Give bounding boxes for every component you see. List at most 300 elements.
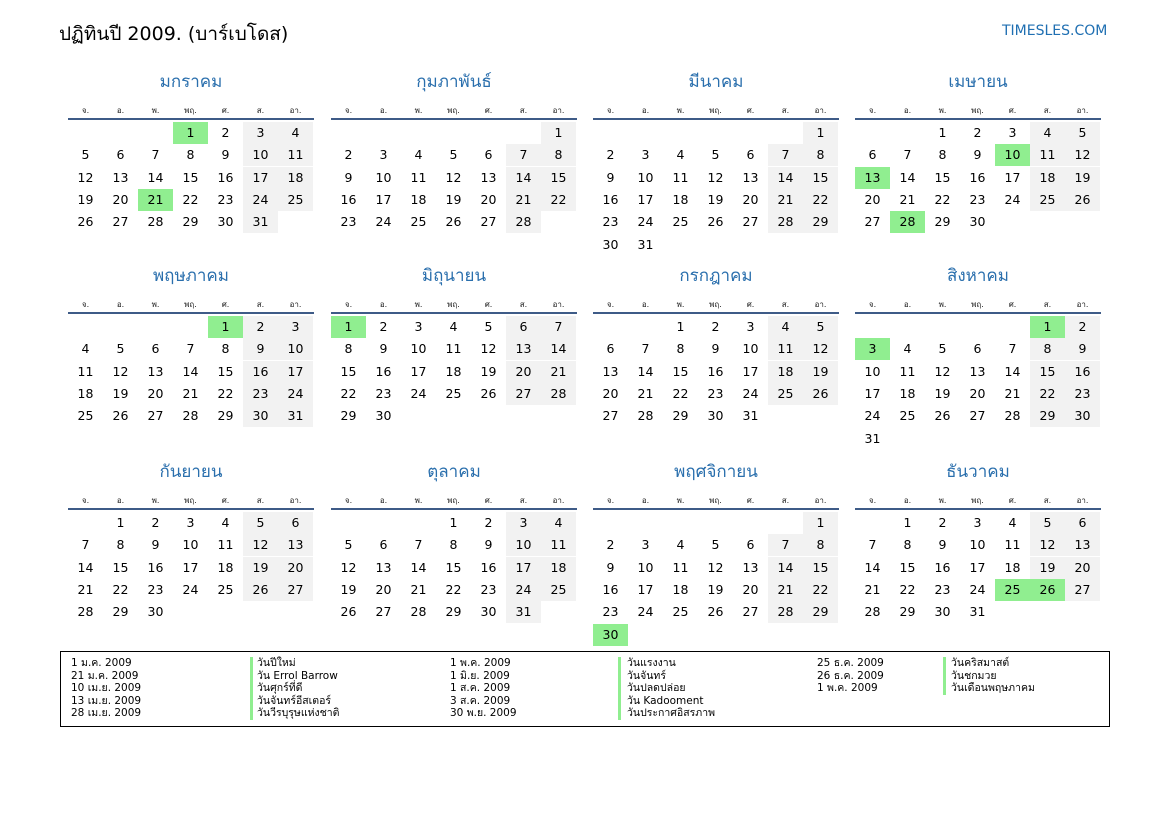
holiday-day-cell: 10 bbox=[995, 144, 1030, 166]
day-cell: 11 bbox=[1030, 144, 1065, 166]
day-cell: 13 bbox=[602, 363, 619, 379]
day-cell: 9 bbox=[151, 537, 160, 553]
day-cell: 13 bbox=[742, 169, 759, 185]
weekday-label: อ. bbox=[116, 300, 125, 309]
day-cell: 16 bbox=[480, 559, 497, 575]
day-cell: 6 bbox=[506, 316, 541, 338]
day-cell: 1 bbox=[903, 515, 912, 530]
day-cell: 23 bbox=[1065, 383, 1100, 405]
month-calendar bbox=[855, 70, 1101, 250]
day-cell: 11 bbox=[77, 363, 94, 379]
weekday-label: จ. bbox=[606, 106, 615, 115]
holiday-name: วัน Errol Barrow bbox=[257, 669, 338, 682]
day-cell: 25 bbox=[410, 214, 427, 230]
day-cell: 15 bbox=[112, 559, 129, 575]
day-cell: 20 bbox=[375, 581, 392, 597]
weekday-label: พฤ. bbox=[184, 106, 197, 115]
holiday-name: วันคริสมาสต์ bbox=[951, 657, 1010, 669]
day-cell: 8 bbox=[676, 341, 685, 357]
day-cell: 8 bbox=[449, 537, 458, 553]
day-cell: 12 bbox=[707, 169, 724, 185]
day-cell: 12 bbox=[1030, 534, 1065, 556]
weekday-label: ศ. bbox=[221, 106, 230, 115]
day-cell: 2 bbox=[484, 515, 493, 530]
day-cell: 17 bbox=[506, 557, 541, 579]
weekday-label: พฤ. bbox=[709, 496, 722, 505]
weekday-label: อา. bbox=[552, 496, 565, 505]
day-cell: 5 bbox=[803, 316, 838, 338]
day-cell: 12 bbox=[445, 169, 462, 185]
day-cell: 8 bbox=[186, 147, 195, 163]
day-cell: 22 bbox=[340, 385, 357, 401]
day-cell: 3 bbox=[641, 537, 650, 553]
month-divider bbox=[331, 312, 577, 314]
day-cell: 4 bbox=[278, 122, 313, 144]
day-cell: 26 bbox=[445, 214, 462, 230]
day-cell: 9 bbox=[973, 147, 982, 163]
day-cell: 17 bbox=[375, 191, 392, 207]
day-cell: 9 bbox=[606, 559, 615, 575]
weekday-label: ศ. bbox=[1008, 496, 1017, 505]
day-cell: 10 bbox=[637, 559, 654, 575]
holiday-names-column bbox=[257, 657, 340, 720]
day-cell: 23 bbox=[602, 604, 619, 620]
day-cell: 28 bbox=[410, 604, 427, 620]
day-cell: 26 bbox=[77, 214, 94, 230]
holiday-name: วันปลดปล่อย bbox=[627, 682, 686, 695]
holiday-marker bbox=[618, 657, 621, 720]
month-divider bbox=[331, 118, 577, 120]
day-cell: 26 bbox=[707, 214, 724, 230]
day-cell: 12 bbox=[934, 363, 951, 379]
day-cell: 2 bbox=[711, 319, 720, 334]
day-cell: 14 bbox=[77, 559, 94, 575]
holiday-name: วันแรงงาน bbox=[627, 657, 676, 669]
month-calendar bbox=[855, 460, 1101, 640]
day-cell: 21 bbox=[637, 385, 654, 401]
weekday-label: อ. bbox=[903, 106, 912, 115]
day-cell: 29 bbox=[1030, 405, 1065, 427]
day-cell: 23 bbox=[934, 581, 951, 597]
weekday-label: อ. bbox=[116, 496, 125, 505]
day-cell: 17 bbox=[969, 559, 986, 575]
month-name: ตุลาคม bbox=[427, 462, 481, 482]
day-cell: 1 bbox=[676, 319, 685, 334]
day-cell: 7 bbox=[868, 537, 877, 553]
day-cell: 30 bbox=[969, 214, 986, 230]
day-cell: 14 bbox=[541, 338, 576, 360]
day-cell: 1 bbox=[116, 515, 125, 530]
holiday-day-cell: 28 bbox=[890, 211, 925, 233]
holiday-dates-column bbox=[450, 657, 517, 720]
day-cell: 18 bbox=[77, 385, 94, 401]
day-cell: 30 bbox=[243, 405, 278, 427]
day-cell: 16 bbox=[934, 559, 951, 575]
day-cell: 4 bbox=[221, 515, 230, 530]
day-cell: 29 bbox=[672, 408, 689, 424]
day-cell: 3 bbox=[973, 515, 982, 530]
weekday-label: อา. bbox=[552, 106, 565, 115]
day-cell: 28 bbox=[541, 383, 576, 405]
day-cell: 27 bbox=[480, 214, 497, 230]
day-cell: 1 bbox=[541, 122, 576, 144]
day-cell: 18 bbox=[672, 191, 689, 207]
holiday-marker bbox=[943, 657, 946, 695]
day-cell: 18 bbox=[899, 385, 916, 401]
day-cell: 25 bbox=[672, 604, 689, 620]
day-cell: 12 bbox=[77, 169, 94, 185]
day-cell: 19 bbox=[803, 361, 838, 383]
day-cell: 22 bbox=[672, 385, 689, 401]
day-cell: 25 bbox=[672, 214, 689, 230]
weekday-label: อ. bbox=[903, 496, 912, 505]
day-cell: 13 bbox=[969, 363, 986, 379]
day-cell: 11 bbox=[1004, 537, 1021, 553]
day-cell: 26 bbox=[112, 408, 129, 424]
day-cell: 7 bbox=[414, 537, 423, 553]
day-cell: 2 bbox=[973, 125, 982, 140]
day-cell: 29 bbox=[803, 211, 838, 233]
day-cell: 18 bbox=[1004, 559, 1021, 575]
day-cell: 28 bbox=[77, 604, 94, 620]
weekday-label: อ. bbox=[641, 106, 650, 115]
weekday-label: จ. bbox=[344, 106, 353, 115]
day-cell: 27 bbox=[112, 214, 129, 230]
day-cell: 25 bbox=[899, 408, 916, 424]
day-cell: 20 bbox=[147, 385, 164, 401]
day-cell: 6 bbox=[151, 341, 160, 357]
holiday-date: 1 พ.ค. 2009 bbox=[817, 682, 878, 695]
day-cell: 19 bbox=[243, 557, 278, 579]
day-cell: 27 bbox=[969, 408, 986, 424]
holiday-date: 13 เม.ย. 2009 bbox=[71, 694, 142, 707]
day-cell: 11 bbox=[768, 338, 803, 360]
day-cell: 3 bbox=[186, 515, 195, 530]
day-cell: 4 bbox=[414, 147, 423, 163]
day-cell: 2 bbox=[938, 515, 947, 530]
day-cell: 9 bbox=[1065, 338, 1100, 360]
weekday-label: อา. bbox=[289, 496, 302, 505]
day-cell: 24 bbox=[637, 214, 654, 230]
day-cell: 10 bbox=[506, 534, 541, 556]
weekday-label: พ. bbox=[151, 496, 160, 505]
holiday-day-cell: 26 bbox=[1030, 579, 1065, 601]
site-link[interactable]: TIMESLES.COM bbox=[1002, 23, 1108, 39]
day-cell: 2 bbox=[606, 147, 615, 163]
day-cell: 14 bbox=[410, 559, 427, 575]
day-cell: 31 bbox=[864, 430, 881, 446]
month-divider bbox=[593, 508, 839, 510]
day-cell: 2 bbox=[606, 537, 615, 553]
weekday-label: ส. bbox=[1043, 106, 1052, 115]
day-cell: 14 bbox=[506, 167, 541, 189]
month-divider bbox=[593, 118, 839, 120]
holiday-name: วันชกมวย bbox=[951, 669, 997, 682]
day-cell: 16 bbox=[1065, 361, 1100, 383]
day-cell: 30 bbox=[217, 214, 234, 230]
day-cell: 3 bbox=[414, 319, 423, 334]
month-calendar bbox=[593, 264, 839, 444]
month-name: สิงหาคม bbox=[946, 266, 1009, 286]
day-cell: 22 bbox=[803, 189, 838, 211]
day-cell: 25 bbox=[77, 408, 94, 424]
day-cell: 14 bbox=[147, 169, 164, 185]
weekday-label: อา. bbox=[814, 300, 827, 309]
day-cell: 9 bbox=[938, 537, 947, 553]
month-name: มกราคม bbox=[159, 72, 223, 92]
day-cell: 23 bbox=[217, 191, 234, 207]
day-cell: 26 bbox=[707, 604, 724, 620]
month-calendar bbox=[855, 264, 1101, 444]
day-cell: 24 bbox=[375, 214, 392, 230]
day-cell: 21 bbox=[864, 581, 881, 597]
day-cell: 13 bbox=[112, 169, 129, 185]
weekday-label: พฤ. bbox=[709, 106, 722, 115]
weekday-label: ส. bbox=[1043, 300, 1052, 309]
day-cell: 20 bbox=[1065, 557, 1100, 579]
day-cell: 11 bbox=[672, 559, 689, 575]
day-cell: 2 bbox=[1065, 316, 1100, 338]
day-cell: 15 bbox=[1030, 361, 1065, 383]
day-cell: 8 bbox=[541, 144, 576, 166]
day-cell: 27 bbox=[602, 408, 619, 424]
day-cell: 7 bbox=[151, 147, 160, 163]
holiday-list bbox=[60, 651, 1110, 727]
day-cell: 7 bbox=[768, 534, 803, 556]
day-cell: 5 bbox=[344, 537, 353, 553]
weekday-label: จ. bbox=[344, 496, 353, 505]
day-cell: 29 bbox=[934, 214, 951, 230]
day-cell: 17 bbox=[278, 361, 313, 383]
day-cell: 18 bbox=[445, 363, 462, 379]
day-cell: 23 bbox=[243, 383, 278, 405]
page-title: ปฏิทินปี 2009. (บาร์เบโดส) bbox=[59, 23, 289, 45]
weekday-label: จ. bbox=[868, 496, 877, 505]
holiday-name: วันศุกร์ที่ดี bbox=[257, 682, 303, 695]
weekday-label: ส. bbox=[256, 496, 265, 505]
day-cell: 13 bbox=[278, 534, 313, 556]
day-cell: 19 bbox=[707, 191, 724, 207]
day-cell: 8 bbox=[1030, 338, 1065, 360]
weekday-label: พฤ. bbox=[447, 300, 460, 309]
day-cell: 17 bbox=[637, 191, 654, 207]
weekday-label: ศ. bbox=[484, 496, 493, 505]
weekday-label: พฤ. bbox=[971, 300, 984, 309]
weekday-label: พฤ. bbox=[447, 496, 460, 505]
day-cell: 12 bbox=[112, 363, 129, 379]
day-cell: 9 bbox=[606, 169, 615, 185]
day-cell: 20 bbox=[480, 191, 497, 207]
day-cell: 4 bbox=[676, 537, 685, 553]
day-cell: 5 bbox=[711, 147, 720, 163]
day-cell: 10 bbox=[637, 169, 654, 185]
day-cell: 27 bbox=[1065, 579, 1100, 601]
day-cell: 28 bbox=[1004, 408, 1021, 424]
day-cell: 20 bbox=[112, 191, 129, 207]
day-cell: 25 bbox=[217, 581, 234, 597]
day-cell: 31 bbox=[506, 601, 541, 623]
weekday-label: จ. bbox=[868, 106, 877, 115]
day-cell: 21 bbox=[541, 361, 576, 383]
day-cell: 12 bbox=[480, 341, 497, 357]
day-cell: 29 bbox=[803, 601, 838, 623]
day-cell: 17 bbox=[1004, 169, 1021, 185]
day-cell: 29 bbox=[182, 214, 199, 230]
day-cell: 16 bbox=[340, 191, 357, 207]
day-cell: 23 bbox=[480, 581, 497, 597]
day-cell: 15 bbox=[803, 557, 838, 579]
day-cell: 27 bbox=[278, 579, 313, 601]
holiday-day-cell: 1 bbox=[173, 122, 208, 144]
day-cell: 22 bbox=[217, 385, 234, 401]
day-cell: 12 bbox=[243, 534, 278, 556]
day-cell: 1 bbox=[803, 122, 838, 144]
day-cell: 12 bbox=[340, 559, 357, 575]
day-cell: 15 bbox=[803, 167, 838, 189]
day-cell: 8 bbox=[803, 534, 838, 556]
weekday-label: ศ. bbox=[746, 496, 755, 505]
weekday-label: ศ. bbox=[1008, 300, 1017, 309]
day-cell: 18 bbox=[217, 559, 234, 575]
holiday-day-cell: 13 bbox=[855, 167, 890, 189]
day-cell: 15 bbox=[899, 559, 916, 575]
day-cell: 23 bbox=[969, 191, 986, 207]
day-cell: 10 bbox=[742, 341, 759, 357]
weekday-label: อ. bbox=[641, 496, 650, 505]
day-cell: 5 bbox=[711, 537, 720, 553]
day-cell: 23 bbox=[602, 214, 619, 230]
day-cell: 31 bbox=[243, 211, 278, 233]
day-cell: 17 bbox=[410, 363, 427, 379]
day-cell: 10 bbox=[182, 537, 199, 553]
month-name: มิถุนายน bbox=[421, 266, 487, 286]
weekday-label: พ. bbox=[676, 106, 685, 115]
holiday-name: วันเดือนพฤษภาคม bbox=[951, 682, 1035, 695]
day-cell: 8 bbox=[803, 144, 838, 166]
day-cell: 11 bbox=[217, 537, 234, 553]
day-cell: 29 bbox=[445, 604, 462, 620]
holiday-date: 1 มิ.ย. 2009 bbox=[450, 669, 510, 682]
day-cell: 19 bbox=[445, 191, 462, 207]
month-calendar bbox=[68, 460, 314, 640]
day-cell: 30 bbox=[934, 604, 951, 620]
day-cell: 12 bbox=[707, 559, 724, 575]
weekday-label: พฤ. bbox=[184, 496, 197, 505]
day-cell: 31 bbox=[742, 408, 759, 424]
holiday-date: 1 พ.ค. 2009 bbox=[450, 657, 511, 669]
day-cell: 31 bbox=[278, 405, 313, 427]
day-cell: 13 bbox=[480, 169, 497, 185]
weekday-label: พฤ. bbox=[709, 300, 722, 309]
day-cell: 7 bbox=[1008, 341, 1017, 357]
weekday-label: พฤ. bbox=[184, 300, 197, 309]
weekday-label: อา. bbox=[552, 300, 565, 309]
day-cell: 3 bbox=[746, 319, 755, 334]
day-cell: 24 bbox=[742, 385, 759, 401]
day-cell: 24 bbox=[969, 581, 986, 597]
day-cell: 8 bbox=[221, 341, 230, 357]
day-cell: 21 bbox=[410, 581, 427, 597]
day-cell: 25 bbox=[445, 385, 462, 401]
day-cell: 29 bbox=[217, 408, 234, 424]
day-cell: 11 bbox=[278, 144, 313, 166]
day-cell: 6 bbox=[868, 147, 877, 163]
holiday-dates-column bbox=[71, 657, 141, 720]
day-cell: 21 bbox=[506, 189, 541, 211]
month-name: ธันวาคม bbox=[946, 462, 1010, 482]
day-cell: 27 bbox=[375, 604, 392, 620]
day-cell: 22 bbox=[1030, 383, 1065, 405]
day-cell: 14 bbox=[899, 169, 916, 185]
day-cell: 9 bbox=[379, 341, 388, 357]
weekday-label: จ. bbox=[81, 106, 90, 115]
day-cell: 22 bbox=[182, 191, 199, 207]
day-cell: 14 bbox=[1004, 363, 1021, 379]
day-cell: 31 bbox=[969, 604, 986, 620]
day-cell: 20 bbox=[742, 581, 759, 597]
holiday-day-cell: 25 bbox=[995, 579, 1030, 601]
weekday-label: อ. bbox=[116, 106, 125, 115]
day-cell: 16 bbox=[147, 559, 164, 575]
day-cell: 11 bbox=[899, 363, 916, 379]
weekday-label: จ. bbox=[868, 300, 877, 309]
weekday-label: ส. bbox=[519, 300, 528, 309]
day-cell: 1 bbox=[449, 515, 458, 530]
day-cell: 5 bbox=[1030, 512, 1065, 534]
weekday-label: จ. bbox=[606, 300, 615, 309]
day-cell: 4 bbox=[449, 319, 458, 334]
day-cell: 19 bbox=[934, 385, 951, 401]
day-cell: 24 bbox=[410, 385, 427, 401]
weekday-label: ส. bbox=[519, 106, 528, 115]
month-calendar bbox=[593, 70, 839, 250]
month-name: กรกฎาคม bbox=[679, 266, 753, 286]
day-cell: 28 bbox=[147, 214, 164, 230]
day-cell: 15 bbox=[672, 363, 689, 379]
holiday-day-cell: 30 bbox=[593, 624, 628, 646]
month-divider bbox=[68, 312, 314, 314]
weekday-label: พ. bbox=[151, 300, 160, 309]
weekday-label: ศ. bbox=[484, 106, 493, 115]
month-divider bbox=[855, 312, 1101, 314]
day-cell: 23 bbox=[375, 385, 392, 401]
day-cell: 8 bbox=[116, 537, 125, 553]
day-cell: 22 bbox=[899, 581, 916, 597]
holiday-marker bbox=[250, 657, 253, 720]
holiday-day-cell: 1 bbox=[1030, 316, 1065, 338]
month-calendar bbox=[331, 264, 577, 444]
day-cell: 1 bbox=[938, 125, 947, 140]
holiday-day-cell: 3 bbox=[855, 338, 890, 360]
holiday-day-cell: 1 bbox=[208, 316, 243, 338]
day-cell: 20 bbox=[864, 191, 881, 207]
weekday-label: อ. bbox=[379, 106, 388, 115]
day-cell: 16 bbox=[969, 169, 986, 185]
day-cell: 11 bbox=[445, 341, 462, 357]
day-cell: 24 bbox=[278, 383, 313, 405]
day-cell: 10 bbox=[410, 341, 427, 357]
weekday-label: ส. bbox=[781, 300, 790, 309]
day-cell: 15 bbox=[445, 559, 462, 575]
day-cell: 4 bbox=[1008, 515, 1017, 530]
weekday-label: จ. bbox=[81, 300, 90, 309]
day-cell: 13 bbox=[506, 338, 541, 360]
day-cell: 30 bbox=[480, 604, 497, 620]
weekday-label: พ. bbox=[414, 496, 423, 505]
weekday-label: พฤ. bbox=[971, 106, 984, 115]
weekday-label: พฤ. bbox=[971, 496, 984, 505]
day-cell: 5 bbox=[81, 147, 90, 163]
